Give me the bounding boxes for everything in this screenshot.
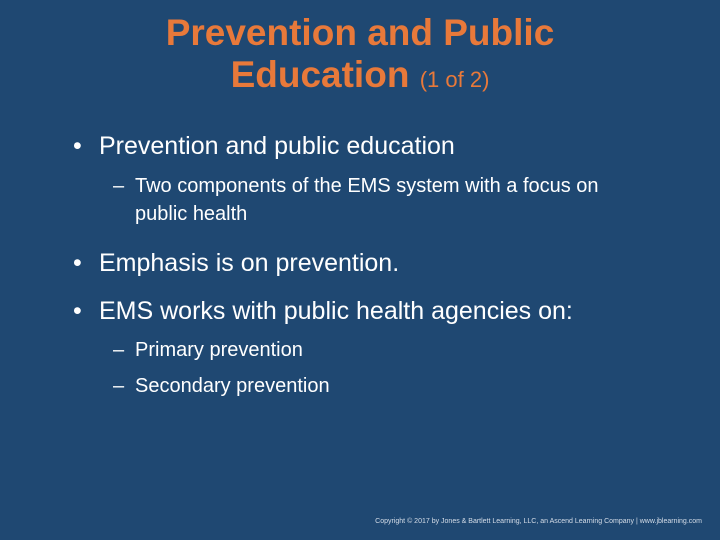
sub-bullet-marker: – — [113, 375, 125, 397]
bullet-text: Emphasis is on prevention. — [99, 249, 400, 277]
bullet-item — [73, 296, 573, 326]
sub-bullet-item — [113, 336, 633, 364]
bullet-text: Prevention and public education — [99, 132, 455, 160]
bullet-item — [73, 248, 399, 278]
bullet-marker: • — [73, 249, 82, 277]
sub-bullet-text: Primary prevention — [135, 339, 303, 361]
sub-bullet-item — [113, 372, 633, 400]
title-line-1: Prevention and Public — [165, 12, 555, 53]
bullet-item — [73, 131, 455, 161]
sub-bullet-item — [113, 172, 633, 228]
copyright-footer: Copyright © 2017 by Jones & Bartlett Learning, LLC, an Ascend Learning Company | www.jblearning.com — [375, 518, 702, 525]
sub-bullet-text: Secondary prevention — [135, 375, 330, 397]
title-part-indicator: (1 of 2) — [419, 67, 490, 92]
sub-bullet-marker: – — [113, 339, 125, 361]
sub-bullet-marker: – — [113, 175, 125, 197]
bullet-text: EMS works with public health agencies on: — [99, 297, 573, 325]
title-line-2-text: Education — [230, 54, 410, 95]
sub-bullet-text: Two components of the EMS system with a focus on public health — [135, 175, 599, 225]
bullet-marker: • — [73, 132, 82, 160]
bullet-marker: • — [73, 297, 82, 325]
